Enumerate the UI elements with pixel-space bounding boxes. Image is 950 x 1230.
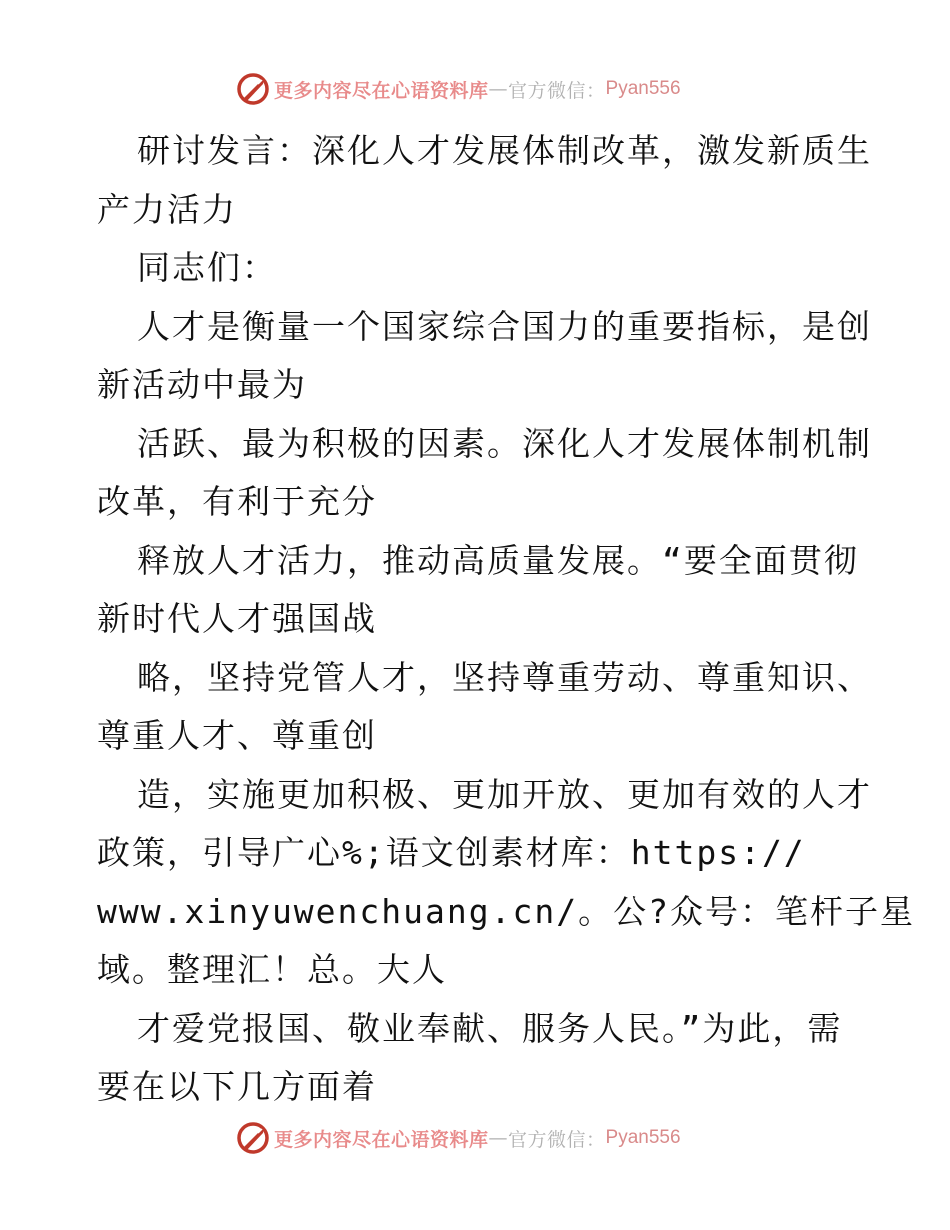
text-line: 才爱党报国、敬业奉献、服务人民。”为此，需 (137, 1008, 843, 1048)
text-line: 略，坚持党管人才，坚持尊重劳动、尊重知识、 (137, 657, 872, 697)
banner-main-text: 更多内容尽在心语资料库 (274, 79, 489, 102)
pen-logo-icon (236, 1121, 270, 1155)
banner-dash: — (488, 78, 509, 100)
text-line: 活跃、最为积极的因素。深化人才发展体制机制 (137, 423, 872, 463)
banner-wechat-id: Pyan556 (605, 1127, 681, 1148)
banner-sub-text: 官方微信： (508, 79, 606, 102)
text-line: 域。整理汇！总。大人 (97, 950, 447, 989)
text-line: 造，实施更加积极、更加开放、更加有效的人才 (137, 774, 872, 814)
text-line: 尊重人才、尊重创 (97, 716, 377, 755)
banner-dash: — (488, 1127, 509, 1149)
document-body (97, 122, 915, 1117)
text-line: 改革，有利于充分 (97, 482, 377, 521)
header-banner (236, 72, 681, 106)
text-line: 人才是衡量一个国家综合国力的重要指标，是创 (137, 306, 872, 346)
text-line: 产力活力 (97, 189, 237, 229)
text-line: 研讨发言：深化人才发展体制改革，激发新质生 (137, 131, 872, 170)
footer-banner (236, 1121, 681, 1155)
text-line: 释放人才活力，推动高质量发展。“要全面贯彻 (137, 540, 859, 580)
text-line: 新时代人才强国战 (97, 599, 377, 638)
text-line: 新活动中最为 (97, 365, 307, 404)
banner-wechat-id: Pyan556 (605, 78, 681, 99)
text-line: www.xinyuwenchuang.cn/。公?众号：笔杆子星 (97, 891, 915, 931)
text-line: 要在以下几方面着 (97, 1067, 377, 1106)
pen-logo-icon (236, 72, 270, 106)
text-line: 同志们： (137, 248, 277, 287)
text-line: 政策，引导广心%;语文创素材库：https:// (97, 833, 806, 872)
banner-sub-text: 官方微信： (508, 1128, 606, 1151)
banner-main-text: 更多内容尽在心语资料库 (274, 1128, 489, 1151)
